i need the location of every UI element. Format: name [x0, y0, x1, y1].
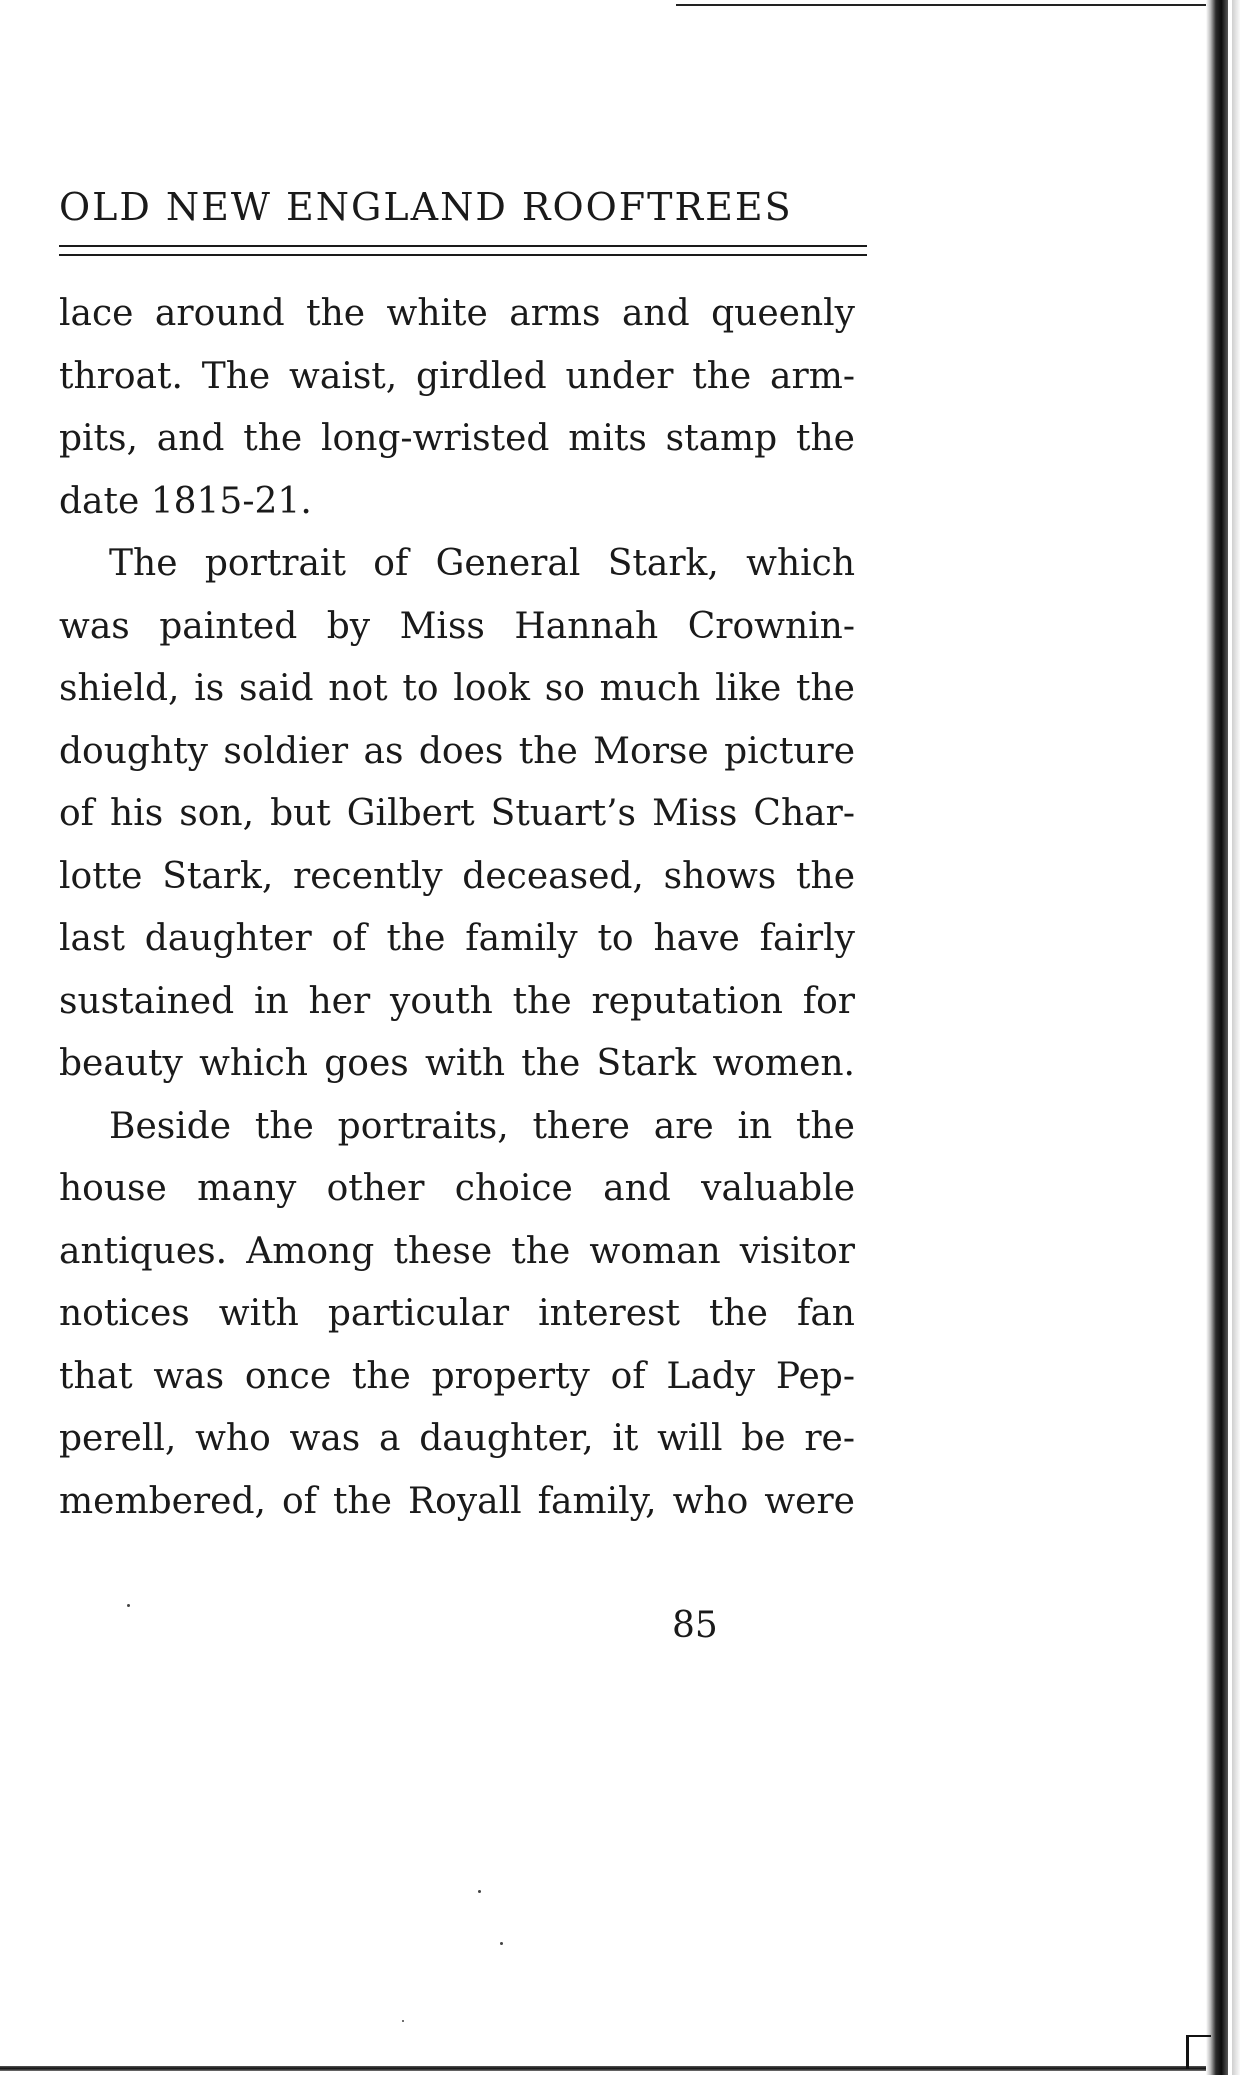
text-line: notices with particular interest the fan — [59, 1293, 855, 1334]
text-line: lace around the white arms and queenly — [59, 293, 855, 334]
scan-speck — [500, 1942, 503, 1945]
top-edge-rule — [676, 4, 1206, 6]
running-head-double-rule — [59, 245, 867, 256]
bottom-edge-rule — [0, 2066, 1206, 2071]
text-line: of his son, but Gilbert Stuart’s Miss Char- — [59, 793, 855, 834]
text-line: sustained in her youth the reputation for — [59, 980, 855, 1022]
text-line: pits, and the long-wristed mits stamp the — [59, 418, 855, 459]
text-line: house many other choice and valuable — [59, 1168, 855, 1209]
text-line: last daughter of the family to have fairly — [59, 918, 855, 959]
text-line: The portrait of General Stark, which — [109, 543, 855, 584]
text-line: Beside the portraits, there are in the — [109, 1105, 855, 1147]
text-line: antiques. Among these the woman visitor — [59, 1230, 855, 1272]
text-line: shield, is said not to look so much like the — [59, 668, 855, 709]
text-line: membered, of the Royall family, who were — [59, 1480, 855, 1522]
scan-speck — [127, 1604, 130, 1607]
scan-speck — [402, 2020, 404, 2022]
corner-mark — [1186, 2035, 1211, 2069]
text-line: perell, who was a daughter, it will be re- — [59, 1418, 855, 1459]
page-number: 85 — [672, 1605, 718, 1646]
binding-edge — [1206, 0, 1228, 2075]
text-line: that was once the property of Lady Pep- — [59, 1355, 855, 1397]
scan-speck — [478, 1890, 481, 1893]
text-line: date 1815-21. — [59, 480, 312, 522]
text-line: lotte Stark, recently deceased, shows the — [59, 855, 855, 897]
body-text — [59, 283, 855, 1533]
text-line: doughty soldier as does the Morse picture — [59, 730, 855, 772]
text-line: beauty which goes with the Stark women. — [59, 1043, 855, 1084]
binding-shadow — [1232, 0, 1240, 2075]
running-head: OLD NEW ENGLAND ROOFTREES — [59, 185, 793, 229]
text-line: throat. The waist, girdled under the arm- — [59, 355, 855, 397]
text-line: was painted by Miss Hannah Crownin- — [59, 605, 855, 647]
